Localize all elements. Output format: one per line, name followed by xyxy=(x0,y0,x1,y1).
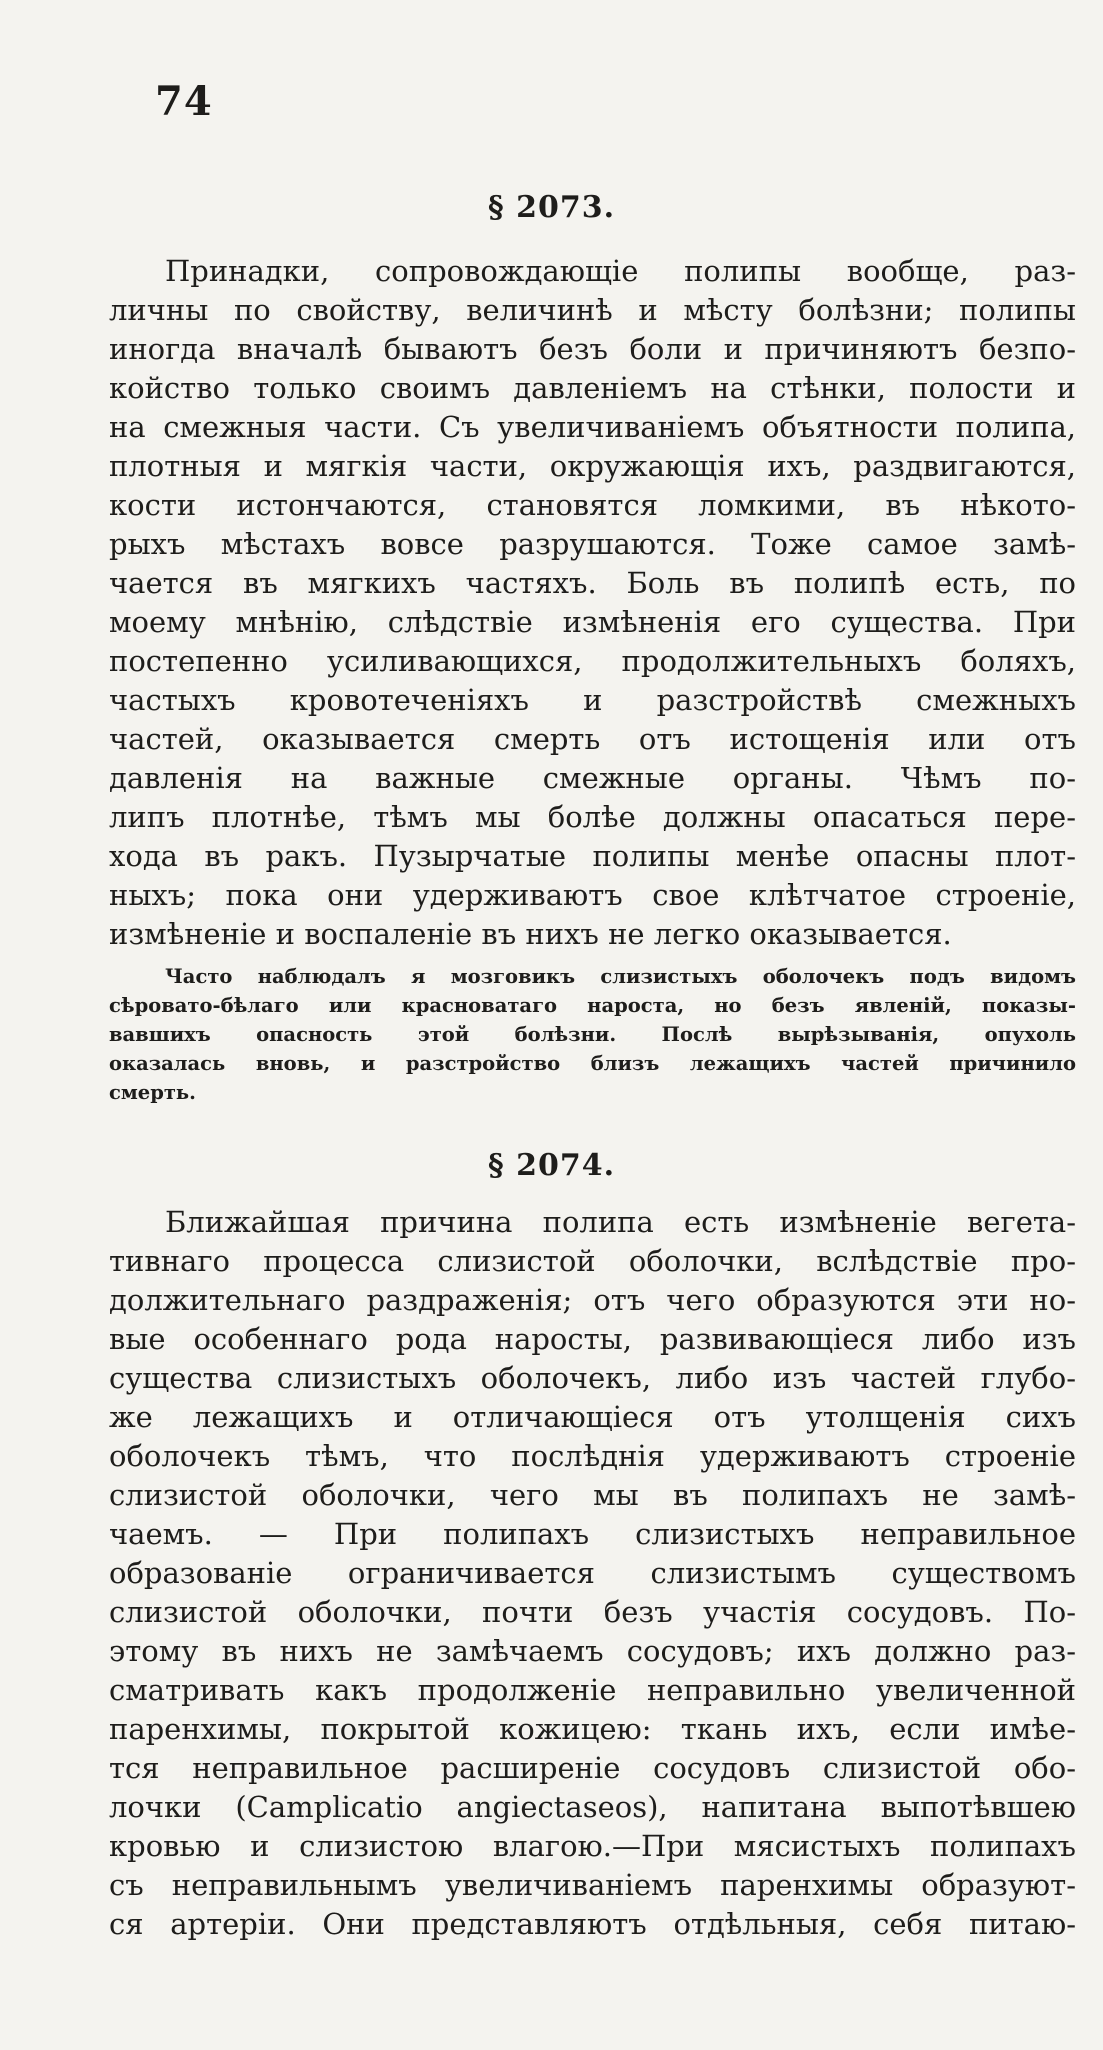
text-line: измѣненіе и воспаленіе въ нихъ не легко оказывается. xyxy=(109,917,952,951)
text-line: ныхъ; пока они удерживаютъ свое клѣтчатое строеніе, xyxy=(109,878,1076,912)
text-line: паренхимы, покрытой кожицею: ткань ихъ, если имѣе- xyxy=(109,1712,1076,1746)
text-line: постепенно усиливающихся, продолжительныхъ боляхъ, xyxy=(109,644,1076,678)
text-line: давленія на важные смежные органы. Чѣмъ по- xyxy=(109,761,1076,795)
text-line: образованіе ограничивается слизистымъ существомъ xyxy=(109,1556,1076,1590)
text-line: иногда вначалѣ бываютъ безъ боли и причиняютъ безпо- xyxy=(109,332,1076,366)
text-line: кости истончаются, становятся ломкими, въ нѣкото- xyxy=(109,488,1076,522)
text-line: кровью и слизистою влагою.—При мясистыхъ полипахъ xyxy=(109,1829,1076,1863)
text-line: частыхъ кровотеченіяхъ и разстройствѣ смежныхъ xyxy=(109,683,1076,717)
note-line: сѣровато-бѣлаго или красноватаго нароста, но безъ явленій, показы- xyxy=(109,994,1076,1017)
text-line: слизистой оболочки, чего мы въ полипахъ не замѣ- xyxy=(109,1478,1076,1512)
section-2073-note xyxy=(109,962,1076,1107)
text-line: ся артеріи. Они представляютъ отдѣльныя, себя питаю- xyxy=(109,1907,1076,1941)
text-line: чаемъ. — При полипахъ слизистыхъ неправильное xyxy=(109,1517,1076,1551)
text-line: личны по свойству, величинѣ и мѣсту болѣзни; полипы xyxy=(109,293,1076,327)
text-line: слизистой оболочки, почти безъ участія сосудовъ. По- xyxy=(109,1595,1076,1629)
note-line: оказалась вновь, и разстройство близъ лежащихъ частей причинило xyxy=(109,1052,1076,1075)
text-line: Принадки, сопровождающіе полипы вообще, раз- xyxy=(165,254,1076,288)
text-line: оболочекъ тѣмъ, что послѣднія удерживаютъ строеніе xyxy=(109,1439,1076,1473)
text-line: частей, оказывается смерть отъ истощенія или отъ xyxy=(109,722,1076,756)
text-line: же лежащихъ и отличающіеся отъ утолщенія сихъ xyxy=(109,1400,1076,1434)
text-line: чается въ мягкихъ частяхъ. Боль въ полипѣ есть, по xyxy=(109,566,1076,600)
section-heading-2074: § 2074. xyxy=(487,1148,616,1183)
text-line: хода въ ракъ. Пузырчатые полипы менѣе опасны плот- xyxy=(109,839,1076,873)
text-line: тивнаго процесса слизистой оболочки, вслѣдствіе про- xyxy=(109,1244,1076,1278)
text-line: этому въ нихъ не замѣчаемъ сосудовъ; ихъ должно раз- xyxy=(109,1634,1076,1668)
text-line: съ неправильнымъ увеличиваніемъ паренхимы образуют- xyxy=(109,1868,1076,1902)
section-2073-text xyxy=(109,252,1076,954)
text-line: существа слизистыхъ оболочекъ, либо изъ частей глубо- xyxy=(109,1361,1076,1395)
text-line: вые особеннаго рода наросты, развивающіеся либо изъ xyxy=(109,1322,1076,1356)
section-2074-text xyxy=(109,1203,1076,1944)
text-line: тся неправильное расширеніе сосудовъ слизистой обо- xyxy=(109,1751,1076,1785)
text-line: лочки (Camplicatio angiectaseos), напитана выпотѣвшею xyxy=(109,1790,1076,1824)
text-line: должительнаго раздраженія; отъ чего образуются эти но- xyxy=(109,1283,1076,1317)
text-line: Ближайшая причина полипа есть измѣненіе вегета- xyxy=(165,1205,1076,1239)
text-line: на смежныя части. Съ увеличиваніемъ объятности полипа, xyxy=(109,410,1076,444)
page-number: 74 xyxy=(155,78,213,125)
note-line: вавшихъ опасность этой болѣзни. Послѣ вырѣзыванія, опухоль xyxy=(109,1023,1076,1046)
text-line: плотныя и мягкія части, окружающія ихъ, раздвигаются, xyxy=(109,449,1076,483)
text-line: моему мнѣнію, слѣдствіе измѣненія его существа. При xyxy=(109,605,1076,639)
note-line: Часто наблюдалъ я мозговикъ слизистыхъ оболочекъ подъ видомъ xyxy=(165,965,1076,988)
note-line: смерть. xyxy=(109,1081,196,1104)
text-line: рыхъ мѣстахъ вовсе разрушаются. Тоже самое замѣ- xyxy=(109,527,1076,561)
text-line: липъ плотнѣе, тѣмъ мы болѣе должны опасаться пере- xyxy=(109,800,1076,834)
text-line: койство только своимъ давленіемъ на стѣнки, полости и xyxy=(109,371,1076,405)
text-line: сматривать какъ продолженіе неправильно увеличенной xyxy=(109,1673,1076,1707)
section-heading-2073: § 2073. xyxy=(487,190,616,225)
